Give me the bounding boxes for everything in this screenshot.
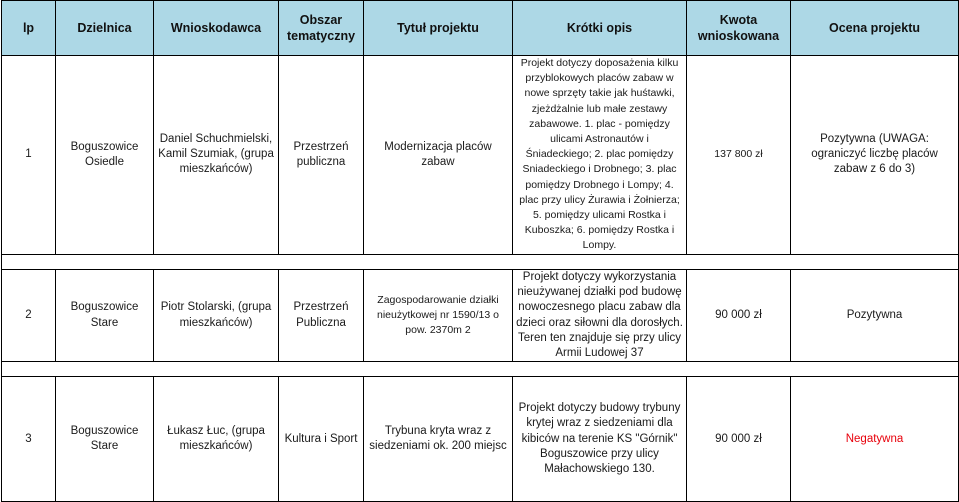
spacer-cell — [279, 254, 364, 269]
cell-amount: 90 000 zł — [687, 377, 791, 502]
cell-summary: Projekt dotyczy wykorzystania nieużywanej działki pod budowę nowoczesnego placu zabaw dla dzieci oraz siłowni dla dorosłych. Teren ten znajduje się przy ulicy Armii Ludowej 37 — [513, 269, 687, 362]
spacer-cell — [364, 362, 513, 377]
spacer-cell — [687, 362, 791, 377]
cell-applicant: Piotr Stolarski, (grupa mieszkańców) — [154, 269, 279, 362]
header-title: Tytuł projektu — [364, 1, 513, 56]
header-amount: Kwota wnioskowana — [687, 1, 791, 56]
header-applicant: Wnioskodawca — [154, 1, 279, 56]
cell-district: Boguszowice Osiedle — [56, 56, 154, 255]
cell-title: Modernizacja placów zabaw — [364, 56, 513, 255]
row-spacer — [2, 254, 959, 269]
cell-amount: 90 000 zł — [687, 269, 791, 362]
cell-lp: 3 — [2, 377, 56, 502]
cell-amount: 137 800 zł — [687, 56, 791, 255]
header-summary: Krótki opis — [513, 1, 687, 56]
row-spacer — [2, 362, 959, 377]
cell-area: Przestrzeń Publiczna — [279, 269, 364, 362]
spacer-cell — [513, 362, 687, 377]
table-row — [2, 269, 959, 362]
header-row — [2, 1, 959, 56]
spacer-cell — [56, 362, 154, 377]
spacer-cell — [2, 254, 56, 269]
cell-area: Przestrzeń publiczna — [279, 56, 364, 255]
header-lp: lp — [2, 1, 56, 56]
spacer-cell — [279, 362, 364, 377]
spacer-cell — [687, 254, 791, 269]
cell-lp: 2 — [2, 269, 56, 362]
cell-assessment: Negatywna — [791, 377, 959, 502]
cell-applicant: Łukasz Łuc, (grupa mieszkańców) — [154, 377, 279, 502]
cell-assessment: Pozytywna (UWAGA: ograniczyć liczbę placów zabaw z 6 do 3) — [791, 56, 959, 255]
spacer-cell — [154, 362, 279, 377]
table-row — [2, 377, 959, 502]
header-area: Obszar tematyczny — [279, 1, 364, 56]
spacer-cell — [154, 254, 279, 269]
cell-lp: 1 — [2, 56, 56, 255]
cell-assessment: Pozytywna — [791, 269, 959, 362]
spacer-cell — [791, 362, 959, 377]
spacer-cell — [2, 362, 56, 377]
projects-table — [1, 0, 959, 502]
cell-title: Zagospodarowanie działki nieużytkowej nr 1590/13 o pow. 2370m 2 — [364, 269, 513, 362]
spacer-cell — [56, 254, 154, 269]
cell-applicant: Daniel Schuchmielski, Kamil Szumiak, (grupa mieszkańców) — [154, 56, 279, 255]
cell-summary: Projekt dotyczy doposażenia kilku przyblokowych placów zabaw w nowe sprzęty takie jak huśtawki, zjeżdżalnie lub małe zestawy zabawowe. 1. plac - pomiędzy ulicami Astronautów i Śniadeckiego; 2. plac pomiędzy Sniadeckiego i Drobnego; 3. plac pomiędzy Drobnego i Lompy; 4. plac przy ulicy Żurawia i Żołnierza; 5. pomiędzy ulicami Rostka i Kuboszka; 6. pomiędzy Rostka i Lompy. — [513, 56, 687, 255]
header-district: Dzielnica — [56, 1, 154, 56]
cell-area: Kultura i Sport — [279, 377, 364, 502]
cell-title: Trybuna kryta wraz z siedzeniami ok. 200 miejsc — [364, 377, 513, 502]
cell-district: Boguszowice Stare — [56, 377, 154, 502]
table-row — [2, 56, 959, 255]
cell-district: Boguszowice Stare — [56, 269, 154, 362]
header-assessment: Ocena projektu — [791, 1, 959, 56]
spacer-cell — [791, 254, 959, 269]
cell-summary: Projekt dotyczy budowy trybuny krytej wraz z siedzeniami dla kibiców na terenie KS "Górnik" Boguszowice przy ulicy Małachowskiego 130. — [513, 377, 687, 502]
spacer-cell — [364, 254, 513, 269]
spacer-cell — [513, 254, 687, 269]
